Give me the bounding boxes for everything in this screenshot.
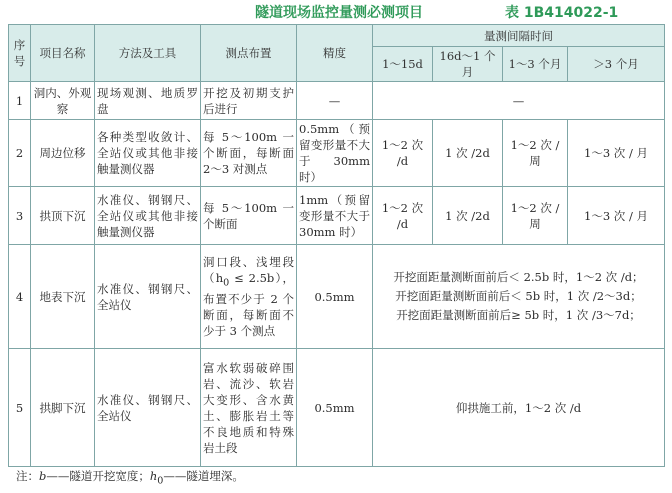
row-no: 3: [9, 187, 31, 245]
row-method: 水准仪、钢钢尺、全站仪: [95, 245, 201, 349]
col-item: 项目名称: [31, 25, 95, 82]
col-interval-4: ＞3 个月: [568, 47, 665, 82]
row-precision: 1mm（预留变形量不大于 30mm 时）: [297, 187, 373, 245]
row-interval-3: 1～2 次 / 周: [503, 120, 568, 187]
col-interval-1: 1～15d: [373, 47, 433, 82]
table-row: [9, 245, 665, 349]
row-item: 拱脚下沉: [31, 349, 95, 467]
row-precision: —: [297, 82, 373, 120]
row-interval: 仰拱施工前，1～2 次 /d: [373, 349, 665, 467]
row-no: 4: [9, 245, 31, 349]
row-layout: 每 5～100m 一个断面: [201, 187, 297, 245]
layout-part-b: ≤ 2.5b），布置不少于 2 个断面，每断面不少于 3 个测点: [203, 270, 294, 339]
row-item: 周边位移: [31, 120, 95, 187]
row-layout: 开挖及初期支护后进行: [201, 82, 297, 120]
row-interval-3: 1～2 次 / 周: [503, 187, 568, 245]
note-prefix: 注：: [16, 469, 39, 483]
row-interval-1: 1～2 次 /d: [373, 187, 433, 245]
row-interval-4: 1～3 次 / 月: [568, 187, 665, 245]
note-h-symbol: h: [149, 469, 158, 483]
row-method: 水准仪、钢钢尺、全站仪或其他非接触量测仪器: [95, 187, 201, 245]
monitoring-table: [8, 24, 665, 467]
row-precision: 0.5mm: [297, 245, 373, 349]
row-item: 洞内、外观察: [31, 82, 95, 120]
row-interval: [373, 245, 665, 349]
col-interval: 量测间隔时间: [373, 25, 665, 47]
freq-line: 开挖面距量测断面前后≥ 5b 时，1 次 /3～7d；: [396, 308, 641, 322]
row-method: 现场观测、地质罗盘: [95, 82, 201, 120]
row-method: 各种类型收敛计、全站仪或其他非接触量测仪器: [95, 120, 201, 187]
col-interval-3: 1～3 个月: [503, 47, 568, 82]
col-method: 方法及工具: [95, 25, 201, 82]
row-precision: 0.5mm（预留变形量不大于 30mm 时）: [297, 120, 373, 187]
col-precision: 精度: [297, 25, 373, 82]
footnote: [16, 468, 244, 486]
layout-part-a: 洞口段、浅埋段（h: [203, 254, 294, 285]
col-interval-2: 16d～1 个月: [433, 47, 503, 82]
row-layout: 每 5～100m 一个断面，每断面 2～3 对测点: [201, 120, 297, 187]
freq-line: 开挖面距量测断面前后＜ 5b 时，1 次 /2～3d；: [395, 289, 642, 303]
table-number: 表 1B414022-1: [505, 5, 619, 21]
row-interval: —: [373, 82, 665, 120]
row-interval-1: 1～2 次 /d: [373, 120, 433, 187]
row-method: 水准仪、钢钢尺、全站仪: [95, 349, 201, 467]
col-layout: 测点布置: [201, 25, 297, 82]
row-interval-2: 1 次 /2d: [433, 187, 503, 245]
row-precision: 0.5mm: [297, 349, 373, 467]
col-no: 序号: [9, 25, 31, 82]
row-layout: [201, 245, 297, 349]
row-interval-4: 1～3 次 / 月: [568, 120, 665, 187]
table-row: [9, 187, 665, 245]
note-b-desc: ——隧道开挖宽度；: [46, 469, 150, 483]
note-h-desc: ——隧道埋深。: [163, 469, 244, 483]
table-row: [9, 120, 665, 187]
row-layout: 富水软弱破碎围岩、流沙、软岩大变形、含水黄土、膨胀岩土等不良地质和特殊岩土段: [201, 349, 297, 467]
freq-line: 开挖面距量测断面前后＜ 2.5b 时，1～2 次 /d；: [393, 270, 644, 284]
table-title: 隧道现场监控量测必测项目: [255, 5, 423, 21]
row-no: 1: [9, 82, 31, 120]
table-row: [9, 349, 665, 467]
row-item: 拱顶下沉: [31, 187, 95, 245]
row-interval-2: 1 次 /2d: [433, 120, 503, 187]
note-h-subscript: 0: [157, 475, 164, 487]
layout-subscript: 0: [223, 277, 230, 289]
note-b-symbol: b: [39, 469, 47, 483]
row-item: 地表下沉: [31, 245, 95, 349]
row-no: 5: [9, 349, 31, 467]
table-row: [9, 82, 665, 120]
row-no: 2: [9, 120, 31, 187]
